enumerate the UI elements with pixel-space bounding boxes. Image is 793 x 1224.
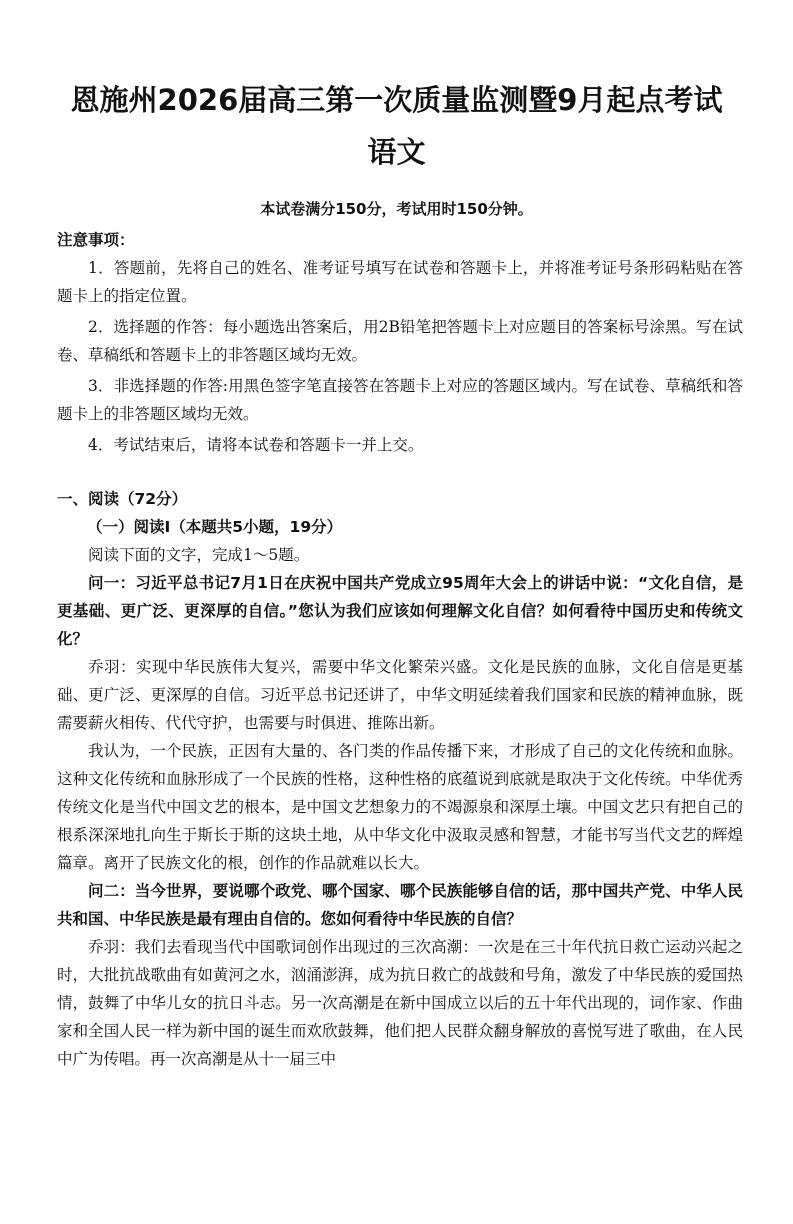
- sub-section-heading: （一）阅读Ⅰ（本题共5小题，19分）: [87, 518, 343, 536]
- notice-item-1: 1．答题前，先将自己的姓名、准考证号填写在试卷和答题卡上，并将准考证号条形码粘贴在答题卡上的指定位置。: [57, 259, 743, 305]
- subject-title: 语文: [367, 135, 426, 169]
- answer-2-paragraph-1: 乔羽：我们去看现当代中国歌词创作出现过的三次高潮：一次是在三十年代抗日救亡运动兴起之时，大批抗战歌曲有如黄河之水，汹涌澎湃，成为抗日救亡的战鼓和号角，激发了中华民族的爱国热情，鼓舞了中华儿女的抗日斗志。另一次高潮是在新中国成立以后的五十年代出现的，词作家、作曲家和全国人民一样为新中国的诞生而欢欣鼓舞，他们把人民群众翻身解放的喜悦写进了歌曲，在人民中广为传唱。再一次高潮是从十一届三中: [57, 938, 743, 1068]
- section-heading: 一、阅读（72分）: [57, 490, 188, 508]
- exam-body: [57, 226, 743, 1073]
- notice-item-3: 3．非选择题的作答:用黑色签字笔直接答在答题卡上对应的答题区域内。写在试卷、草稿纸和答题卡上的非答题区域均无效。: [57, 377, 743, 423]
- notice-item-4: 4．考试结束后，请将本试卷和答题卡一并上交。: [88, 436, 424, 454]
- question-1: 问一：习近平总书记7月1日在庆祝中国共产党成立95周年大会上的讲话中说：“文化自信，是更基础、更广泛、更深厚的自信。”您认为我们应该如何理解文化自信？如何看待中国历史和传统文化？: [57, 574, 743, 648]
- answer-1-paragraph-1: 乔羽：实现中华民族伟大复兴，需要中华文化繁荣兴盛。文化是民族的血脉，文化自信是更基础、更广泛、更深厚的自信。习近平总书记还讲了，中华文明延续着我们国家和民族的精神血脉，既需要薪火相传、代代守护，也需要与时俱进、推陈出新。: [57, 658, 743, 732]
- exam-title: 恩施州2026届高三第一次质量监测暨9月起点考试: [70, 83, 723, 117]
- answer-1-paragraph-2: 我认为，一个民族，正因有大量的、各门类的作品传播下来，才形成了自己的文化传统和血脉。这种文化传统和血脉形成了一个民族的性格，这种性格的底蕴说到底就是取决于文化传统。中华优秀传统文化是当代中国文艺的根本，是中国文艺想象力的不竭源泉和深厚土壤。中国文艺只有把自己的根系深深地扎向生于斯长于斯的这块土地，从中华文化中汲取灵感和智慧，才能书写当代文艺的辉煌篇章。离开了民族文化的根，创作的作品就难以长大。: [57, 742, 743, 872]
- notice-heading: 注意事项：: [57, 231, 135, 249]
- notice-item-2: 2．选择题的作答：每小题选出答案后，用2B铅笔把答题卡上对应题目的答案标号涂黑。写在试卷、草稿纸和答题卡上的非答题区域均无效。: [57, 318, 743, 364]
- question-2: 问二：当今世界，要说哪个政党、哪个国家、哪个民族能够自信的话，那中国共产党、中华人民共和国、中华民族是最有理由自信的。您如何看待中华民族的自信？: [57, 882, 743, 928]
- exam-meta: 本试卷满分150分，考试用时150分钟。: [260, 200, 533, 218]
- reading-instruction: 阅读下面的文字，完成1～5题。: [88, 546, 310, 564]
